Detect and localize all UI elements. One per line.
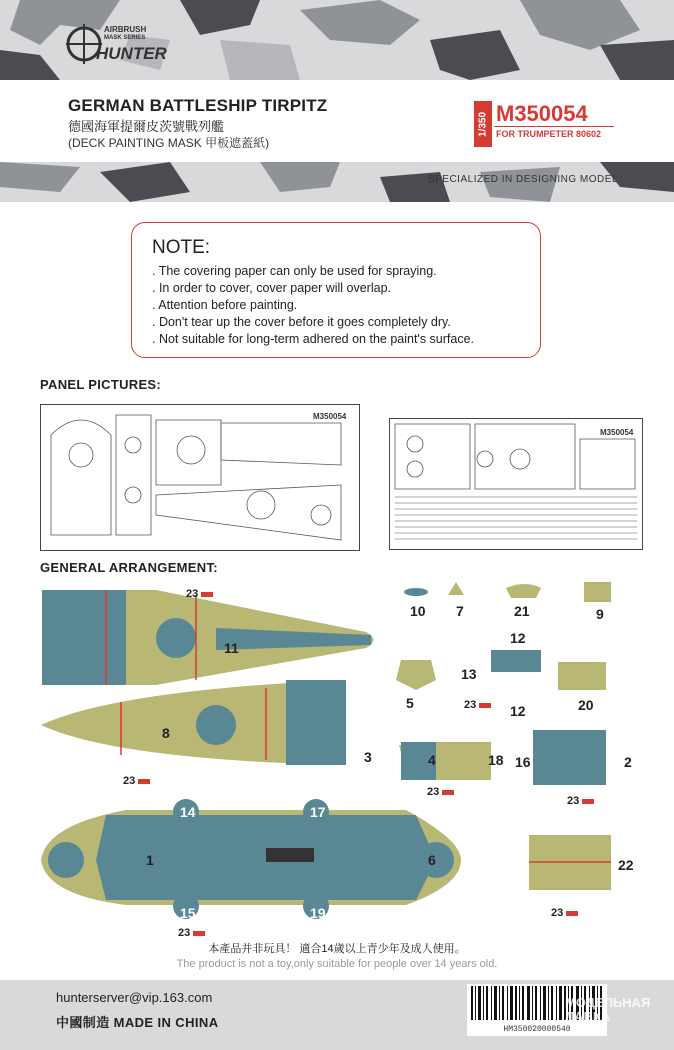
general-arrangement-drawing bbox=[36, 580, 656, 940]
product-title-cn: 德國海軍提爾皮茨號戰列艦 bbox=[68, 119, 225, 134]
part-label: 17 bbox=[310, 804, 326, 820]
note-line: . Don't tear up the cover before it goes completely dry. bbox=[152, 315, 451, 329]
part-label: 9 bbox=[596, 606, 604, 622]
for-kit: FOR TRUMPETER 80602 bbox=[496, 129, 602, 139]
part-23-number: 23 bbox=[551, 907, 564, 919]
part-label: 22 bbox=[618, 857, 634, 873]
panel-picture-1 bbox=[40, 404, 360, 551]
panel-picture-2 bbox=[389, 418, 643, 550]
red-strip-icon bbox=[442, 790, 454, 795]
red-strip-icon bbox=[566, 911, 578, 916]
made-in-china: 中國制造 MADE IN CHINA bbox=[56, 1015, 219, 1030]
contact-email: hunterserver@vip.163.com bbox=[56, 990, 213, 1005]
tagline: SPECIALIZED IN DESIGNING MODEL bbox=[427, 174, 618, 185]
red-strip-icon bbox=[193, 931, 205, 936]
part-label: 8 bbox=[162, 725, 170, 741]
part-label: 4 bbox=[428, 752, 436, 768]
part-23-number: 23 bbox=[567, 795, 580, 807]
note-line: . In order to cover, cover paper will overlap. bbox=[152, 281, 392, 295]
product-subtitle: (DECK PAINTING MASK 甲板遮蓋紙) bbox=[68, 136, 270, 150]
part-23-label bbox=[178, 927, 205, 939]
part-23-label bbox=[464, 699, 491, 711]
part-label: 6 bbox=[428, 852, 436, 868]
part-label: 13 bbox=[461, 666, 477, 682]
deck-part-8 bbox=[41, 680, 346, 765]
part-label: 15 bbox=[180, 905, 196, 921]
panel-pictures-heading: PANEL PICTURES: bbox=[40, 377, 162, 392]
general-arrangement-heading: GENERAL ARRANGEMENT: bbox=[40, 560, 218, 575]
part-23-number: 23 bbox=[178, 927, 191, 939]
note-title: NOTE: bbox=[152, 237, 211, 258]
disclaimer-cn: 本產品并非玩具！ 適合14歲以上青少年及成人使用。 bbox=[208, 943, 466, 955]
footer bbox=[0, 980, 674, 1050]
panel-code: M350054 bbox=[313, 412, 347, 421]
part-label: 12 bbox=[510, 703, 526, 719]
watermark-line2: ЛАВКА bbox=[565, 1009, 611, 1024]
part-label: 1 bbox=[146, 852, 154, 868]
part-label: 12 bbox=[510, 630, 526, 646]
product-code-box bbox=[474, 101, 614, 147]
note-line: . Attention before painting. bbox=[152, 298, 298, 312]
deck-part-1 bbox=[41, 799, 461, 919]
part-label: 5 bbox=[406, 695, 414, 711]
part-label: 16 bbox=[515, 754, 531, 770]
part-label: 3 bbox=[364, 749, 372, 765]
watermark bbox=[565, 996, 650, 1024]
barcode-number: HM350020000540 bbox=[503, 1025, 571, 1034]
part-label: 21 bbox=[514, 603, 530, 619]
part-23-number: 23 bbox=[427, 786, 440, 798]
product-title: GERMAN BATTLESHIP TIRPITZ bbox=[68, 96, 328, 115]
part-23-number: 23 bbox=[186, 588, 199, 600]
disclaimer-en: The product is not a toy,only suitable for people over 14 years old. bbox=[176, 958, 498, 970]
part-23-number: 23 bbox=[123, 775, 136, 787]
red-strip-icon bbox=[138, 779, 150, 784]
part-23-label bbox=[551, 907, 578, 919]
part-label: 19 bbox=[310, 905, 326, 921]
note-box bbox=[131, 222, 541, 358]
panel-outline-drawing bbox=[390, 419, 642, 549]
panel-code: M350054 bbox=[600, 428, 634, 437]
part-label: 2 bbox=[624, 754, 632, 770]
panel-outline-drawing bbox=[41, 405, 359, 550]
part-label: 7 bbox=[456, 603, 464, 619]
part-23-label bbox=[427, 786, 454, 798]
code-divider bbox=[494, 126, 614, 127]
scale-badge: 1/350 bbox=[474, 101, 492, 147]
part-23-label bbox=[123, 775, 150, 787]
brand-name: HUNTER bbox=[96, 44, 167, 63]
part-label: 20 bbox=[578, 697, 594, 713]
part-23-label bbox=[567, 795, 594, 807]
brand-line2: MASK SERIES bbox=[104, 35, 146, 41]
note-line: . The covering paper can only be used for spraying. bbox=[152, 264, 437, 278]
part-label: 10 bbox=[410, 603, 426, 619]
red-strip-icon bbox=[582, 799, 594, 804]
deck-part-11 bbox=[42, 590, 374, 685]
part-label: 18 bbox=[488, 752, 504, 768]
watermark-line1: МОДЕЛЬНАЯ bbox=[565, 995, 651, 1010]
part-23-number: 23 bbox=[464, 699, 477, 711]
red-strip-icon bbox=[201, 592, 213, 597]
part-label: 11 bbox=[224, 640, 239, 656]
note-line: . Not suitable for long-term adhered on the paint's surface. bbox=[152, 332, 475, 346]
part-23-label bbox=[186, 588, 213, 600]
part-label: 14 bbox=[180, 804, 196, 820]
brand-line1: AIRBRUSH bbox=[104, 25, 147, 34]
red-strip-icon bbox=[479, 703, 491, 708]
product-code: M350054 bbox=[496, 101, 588, 126]
